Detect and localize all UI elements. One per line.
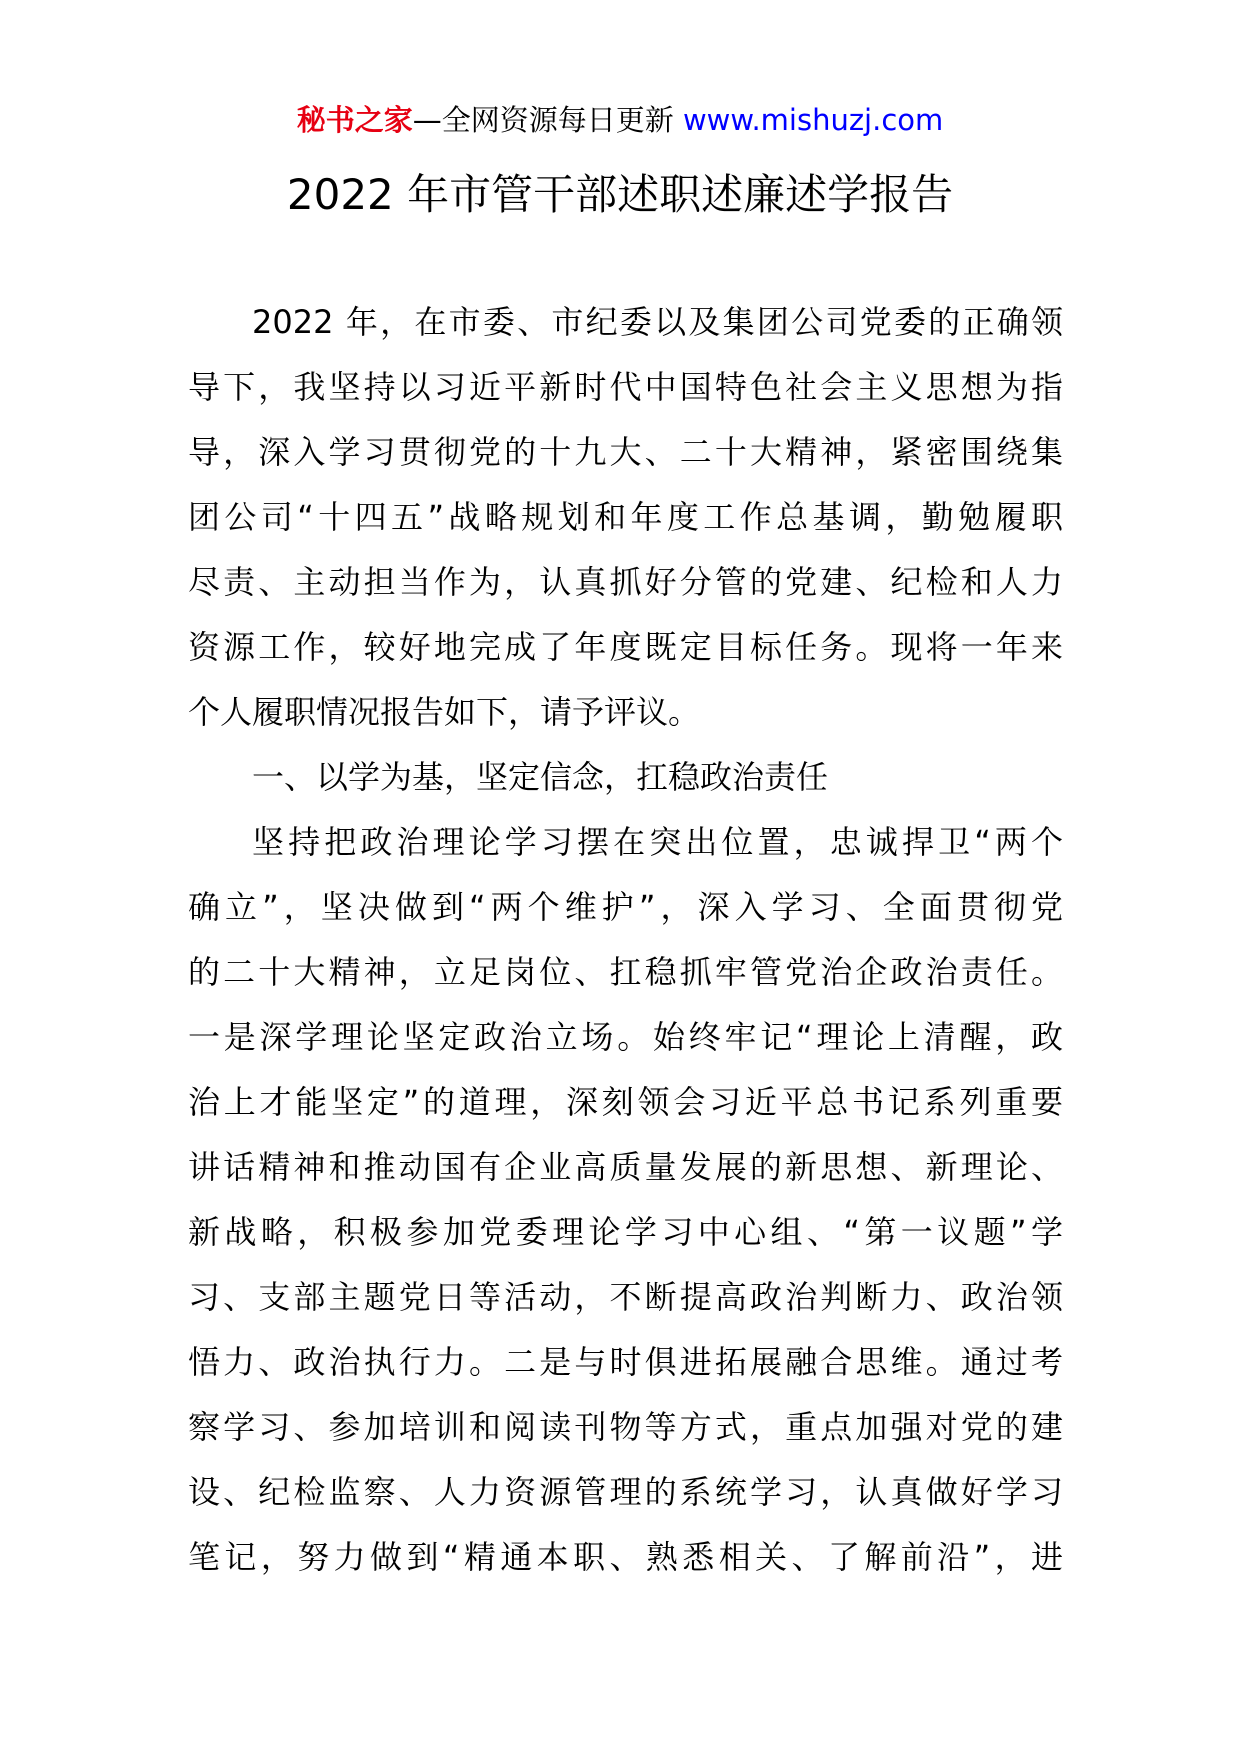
body-line: 个人履职情况报告如下，请予评议。 [188,693,701,731]
body-line: 悟力、政治执行力。二是与时俱进拓展融合思维。通过考 [188,1343,1063,1381]
body-line: 新战略，积极参加党委理论学习中心组、“第一议题”学 [188,1213,1063,1251]
body-line: 确立”，坚决做到“两个维护”，深入学习、全面贯彻党 [188,888,1063,926]
document-body [188,290,1063,1590]
body-line: 导下，我坚持以习近平新时代中国特色社会主义思想为指 [188,368,1063,406]
body-line: 一是深学理论坚定政治立场。始终牢记“理论上清醒，政 [188,1018,1063,1056]
body-line: 坚持把政治理论学习摆在突出位置，忠诚捍卫“两个 [252,823,1063,861]
body-line: 治上才能坚定”的道理，深刻领会习近平总书记系列重要 [188,1083,1063,1121]
header-tagline: —全网资源每日更新 [412,103,683,137]
body-line: 设、纪检监察、人力资源管理的系统学习，认真做好学习 [188,1473,1063,1511]
body-line: 尽责、主动担当作为，认真抓好分管的党建、纪检和人力 [188,563,1063,601]
body-line: 导，深入学习贯彻党的十九大、二十大精神，紧密围绕集 [188,433,1063,471]
brand-name: 秘书之家 [296,103,413,137]
body-line: 笔记，努力做到“精通本职、熟悉相关、了解前沿”，进 [188,1538,1063,1576]
document-title: 2022 年市管干部述职述廉述学报告 [286,170,954,219]
body-line: 2022 年，在市委、市纪委以及集团公司党委的正确领 [252,303,1063,341]
site-header [0,100,1240,140]
body-line: 讲话精神和推动国有企业高质量发展的新思想、新理论、 [188,1148,1063,1186]
body-line: 察学习、参加培训和阅读刊物等方式，重点加强对党的建 [188,1408,1063,1446]
body-line: 的二十大精神，立足岗位、扛稳抓牢管党治企政治责任。 [188,953,1063,991]
body-line: 习、支部主题党日等活动，不断提高政治判断力、政治领 [188,1278,1063,1316]
site-url[interactable]: www.mishuzj.com [682,103,944,137]
section-heading: 一、以学为基，坚定信念，扛稳政治责任 [252,758,829,796]
body-line: 团公司“十四五”战略规划和年度工作总基调，勤勉履职 [188,498,1063,536]
body-line: 资源工作，较好地完成了年度既定目标任务。现将一年来 [188,628,1063,666]
